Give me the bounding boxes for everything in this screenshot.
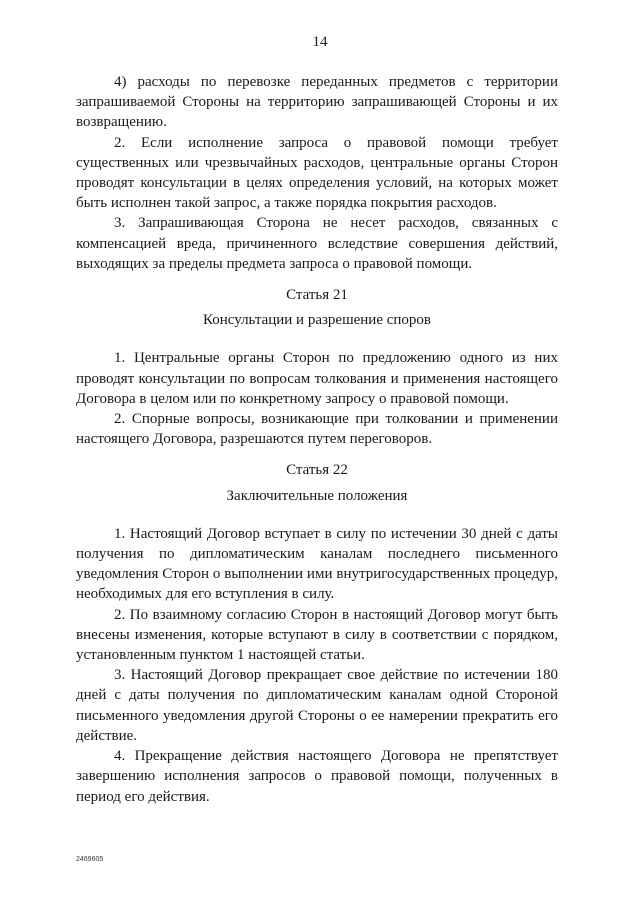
article-22-paragraph-3: 3. Настоящий Договор прекращает свое действие по истечении 180 дней с даты получения по дипломатическим каналам одной Стороной письменного уведомления другой Стороны о ее намерении прекратить его действие. bbox=[76, 667, 558, 744]
article-21-title: Консультации и разрешение споров bbox=[202, 312, 432, 329]
paragraph-expenses-4: 4) расходы по перевозке переданных предметов с территории запрашиваемой Стороны на территорию запрашивающей Стороны и их возвращению. bbox=[76, 74, 558, 131]
article-22-paragraph-1: 1. Настоящий Договор вступает в силу по истечении 30 дней с даты получения по дипломатическим каналам последнего письменного уведомления Сторон о выполнении ими внутригосударственных процедур, необходимых для его вступления в силу. bbox=[76, 525, 558, 603]
article-21-paragraph-2: 2. Спорные вопросы, возникающие при толковании и применении настоящего Договора, разрешаются путем переговоров. bbox=[76, 411, 558, 448]
article-21-number: Статья 21 bbox=[286, 287, 348, 304]
document-body bbox=[76, 72, 558, 807]
paragraph-expenses-3: 3. Запрашивающая Сторона не несет расходов, связанных с компенсацией вреда, причиненного вследствие совершения действий, выходящих за пределы предмета запроса о правовой помощи. bbox=[76, 215, 558, 272]
article-22-title: Заключительные положения bbox=[226, 487, 408, 504]
document-code: 2469605 bbox=[76, 856, 104, 863]
paragraph-expenses-2: 2. Если исполнение запроса о правовой помощи требует существенных или чрезвычайных расходов, центральные органы Сторон проводят консультации в целях определения условий, на которых может быть исполнен такой запрос, а также порядка покрытия расходов. bbox=[76, 134, 558, 212]
page-number: 14 bbox=[312, 34, 328, 50]
article-21-paragraph-1: 1. Центральные органы Сторон по предложению одного из них проводят консультации по вопросам толкования и применения настоящего Договора в целом или по конкретному запросу о правовой помощи. bbox=[76, 350, 558, 407]
article-22-paragraph-4: 4. Прекращение действия настоящего Договора не препятствует завершению исполнения запросов о правовой помощи, полученных в период его действия. bbox=[76, 748, 558, 805]
article-22-number: Статья 22 bbox=[286, 462, 348, 479]
article-22-paragraph-2: 2. По взаимному согласию Сторон в настоящий Договор могут быть внесены изменения, которые вступают в силу в соответствии с порядком, установленным пунктом 1 настоящей статьи. bbox=[76, 606, 558, 664]
